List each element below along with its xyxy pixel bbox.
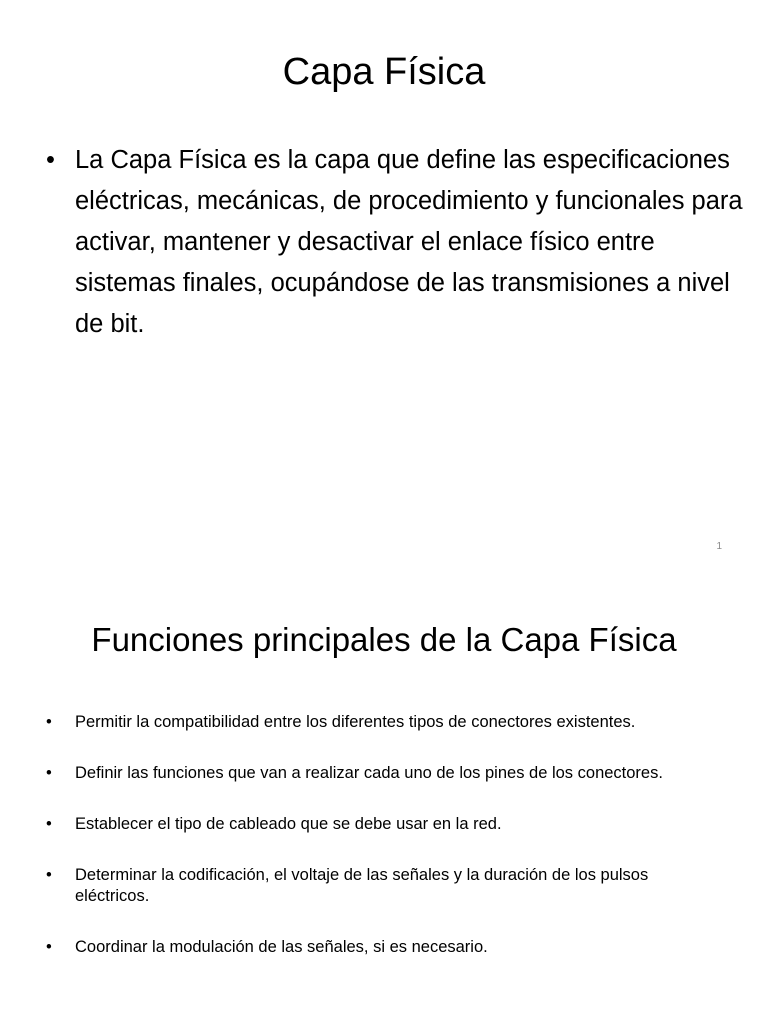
- bullet-icon: •: [46, 713, 52, 731]
- bullet-item: [46, 814, 726, 835]
- bullet-item: [46, 712, 726, 733]
- slide-2: [0, 588, 768, 1024]
- bullet-icon: •: [46, 146, 55, 174]
- slide-number: 1: [716, 541, 722, 552]
- bullet-list: [46, 140, 746, 345]
- bullet-icon: •: [46, 938, 52, 956]
- bullet-text: Permitir la compatibilidad entre los diferentes tipos de conectores existentes.: [75, 713, 636, 731]
- bullet-item: [46, 140, 746, 345]
- bullet-item: [46, 937, 726, 958]
- bullet-text: Definir las funciones que van a realizar cada uno de los pines de los conectores.: [75, 764, 663, 782]
- bullet-text: Determinar la codificación, el voltaje de las señales y la duración de los pulsos eléctricos.: [75, 866, 649, 905]
- bullet-icon: •: [46, 866, 52, 884]
- bullet-text: La Capa Física es la capa que define las especificaciones eléctricas, mecánicas, de procedimiento y funcionales para activar, mantener y desactivar el enlace físico entre sistemas finales, ocupándose de las transmisiones a nivel de bit.: [75, 146, 743, 338]
- bullet-text: Coordinar la modulación de las señales, si es necesario.: [75, 938, 488, 956]
- bullet-list: [46, 712, 726, 988]
- slide-title: Funciones principales de la Capa Física: [91, 621, 677, 658]
- bullet-icon: •: [46, 815, 52, 833]
- bullet-item: [46, 865, 726, 907]
- bullet-icon: •: [46, 764, 52, 782]
- slide-title: Capa Física: [282, 51, 486, 93]
- bullet-text: Establecer el tipo de cableado que se debe usar en la red.: [75, 815, 502, 833]
- bullet-item: [46, 763, 726, 784]
